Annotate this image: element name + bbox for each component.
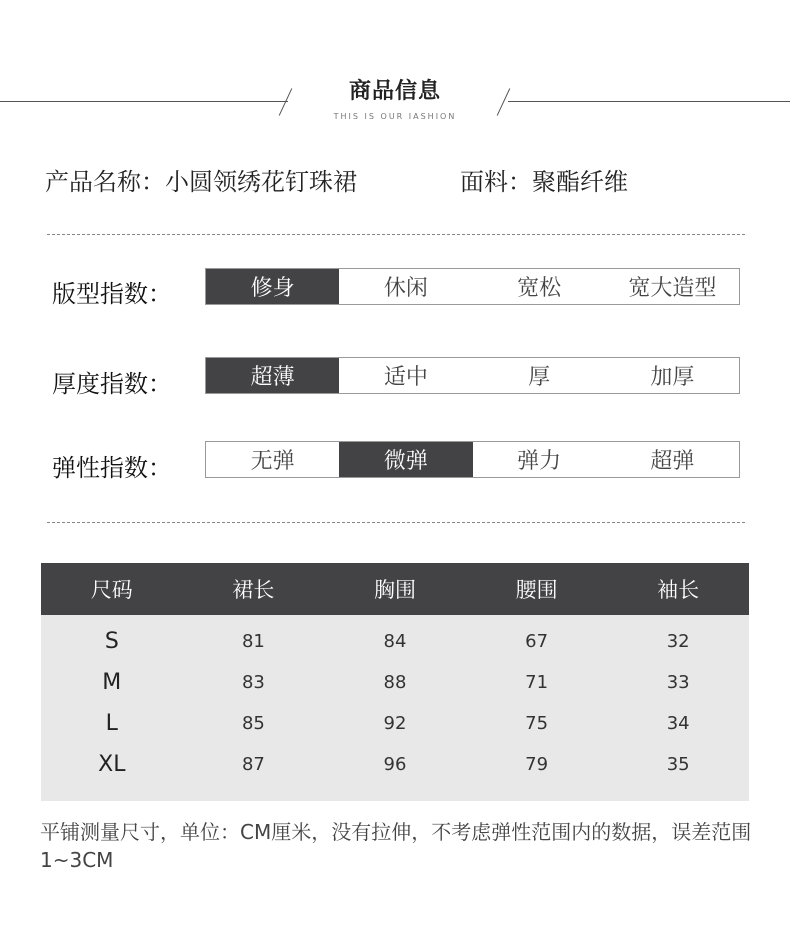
table-cell: 32 [666, 631, 690, 652]
table-cell-size: XL [98, 752, 126, 777]
table-cell-size: L [105, 711, 118, 736]
table-cell: 87 [241, 754, 265, 775]
table-row [41, 744, 749, 785]
product-fabric: 面料：聚酯纤维 [460, 168, 628, 196]
header-bust: 胸围 [373, 578, 416, 602]
thickness-option: 适中 [383, 365, 428, 390]
elasticity-index-label: 弹性指数： [52, 454, 172, 482]
elasticity-option: 无弹 [250, 449, 295, 474]
fit-option: 宽大造型 [628, 276, 717, 301]
thickness-option: 加厚 [650, 365, 695, 390]
header-size: 尺码 [90, 578, 133, 602]
table-cell: 71 [525, 672, 549, 693]
thickness-option: 厚 [528, 365, 551, 390]
thickness-index-scale [205, 357, 740, 394]
thickness-index-label: 厚度指数： [52, 370, 172, 398]
table-cell: 79 [525, 754, 549, 775]
page-title: 商品信息 [348, 79, 441, 104]
size-table [41, 563, 749, 801]
measurement-note: 平铺测量尺寸，单位：CM厘米，没有拉伸，不考虑弹性范围内的数据，误差范围1~3CM [40, 820, 752, 872]
table-cell: 81 [241, 631, 265, 652]
product-name: 产品名称：小圆领绣花钉珠裙 [45, 168, 357, 196]
table-cell: 96 [383, 754, 407, 775]
table-cell: 33 [666, 672, 690, 693]
fit-option: 修身 [206, 269, 339, 304]
elasticity-index-scale [205, 441, 740, 478]
table-cell-size: M [102, 670, 122, 695]
size-table-body [41, 615, 749, 801]
header-waist: 腰围 [515, 578, 558, 602]
divider-bottom [47, 522, 745, 523]
divider-top [47, 234, 745, 235]
header-sleeve: 袖长 [657, 578, 700, 602]
table-cell: 34 [666, 713, 690, 734]
fit-option: 宽松 [517, 276, 562, 301]
fit-index-scale [205, 268, 740, 305]
thickness-option: 超薄 [206, 358, 339, 393]
header-length: 裙长 [232, 578, 275, 602]
table-cell: 88 [383, 672, 407, 693]
elasticity-option: 弹力 [517, 449, 562, 474]
fit-index-label: 版型指数： [52, 280, 172, 308]
table-cell: 85 [241, 713, 265, 734]
table-row [41, 662, 749, 703]
table-cell: 67 [525, 631, 549, 652]
table-row [41, 621, 749, 662]
table-cell-size: S [104, 629, 119, 654]
page-subtitle: THIS IS OUR IASHION [333, 112, 457, 121]
elasticity-option: 微弹 [339, 442, 472, 477]
table-cell: 35 [666, 754, 690, 775]
table-cell: 92 [383, 713, 407, 734]
elasticity-option: 超弹 [650, 449, 695, 474]
table-cell: 84 [383, 631, 407, 652]
table-row [41, 703, 749, 744]
fit-option: 休闲 [383, 276, 428, 301]
table-cell: 83 [241, 672, 265, 693]
table-cell: 75 [525, 713, 549, 734]
size-table-header [41, 563, 749, 615]
